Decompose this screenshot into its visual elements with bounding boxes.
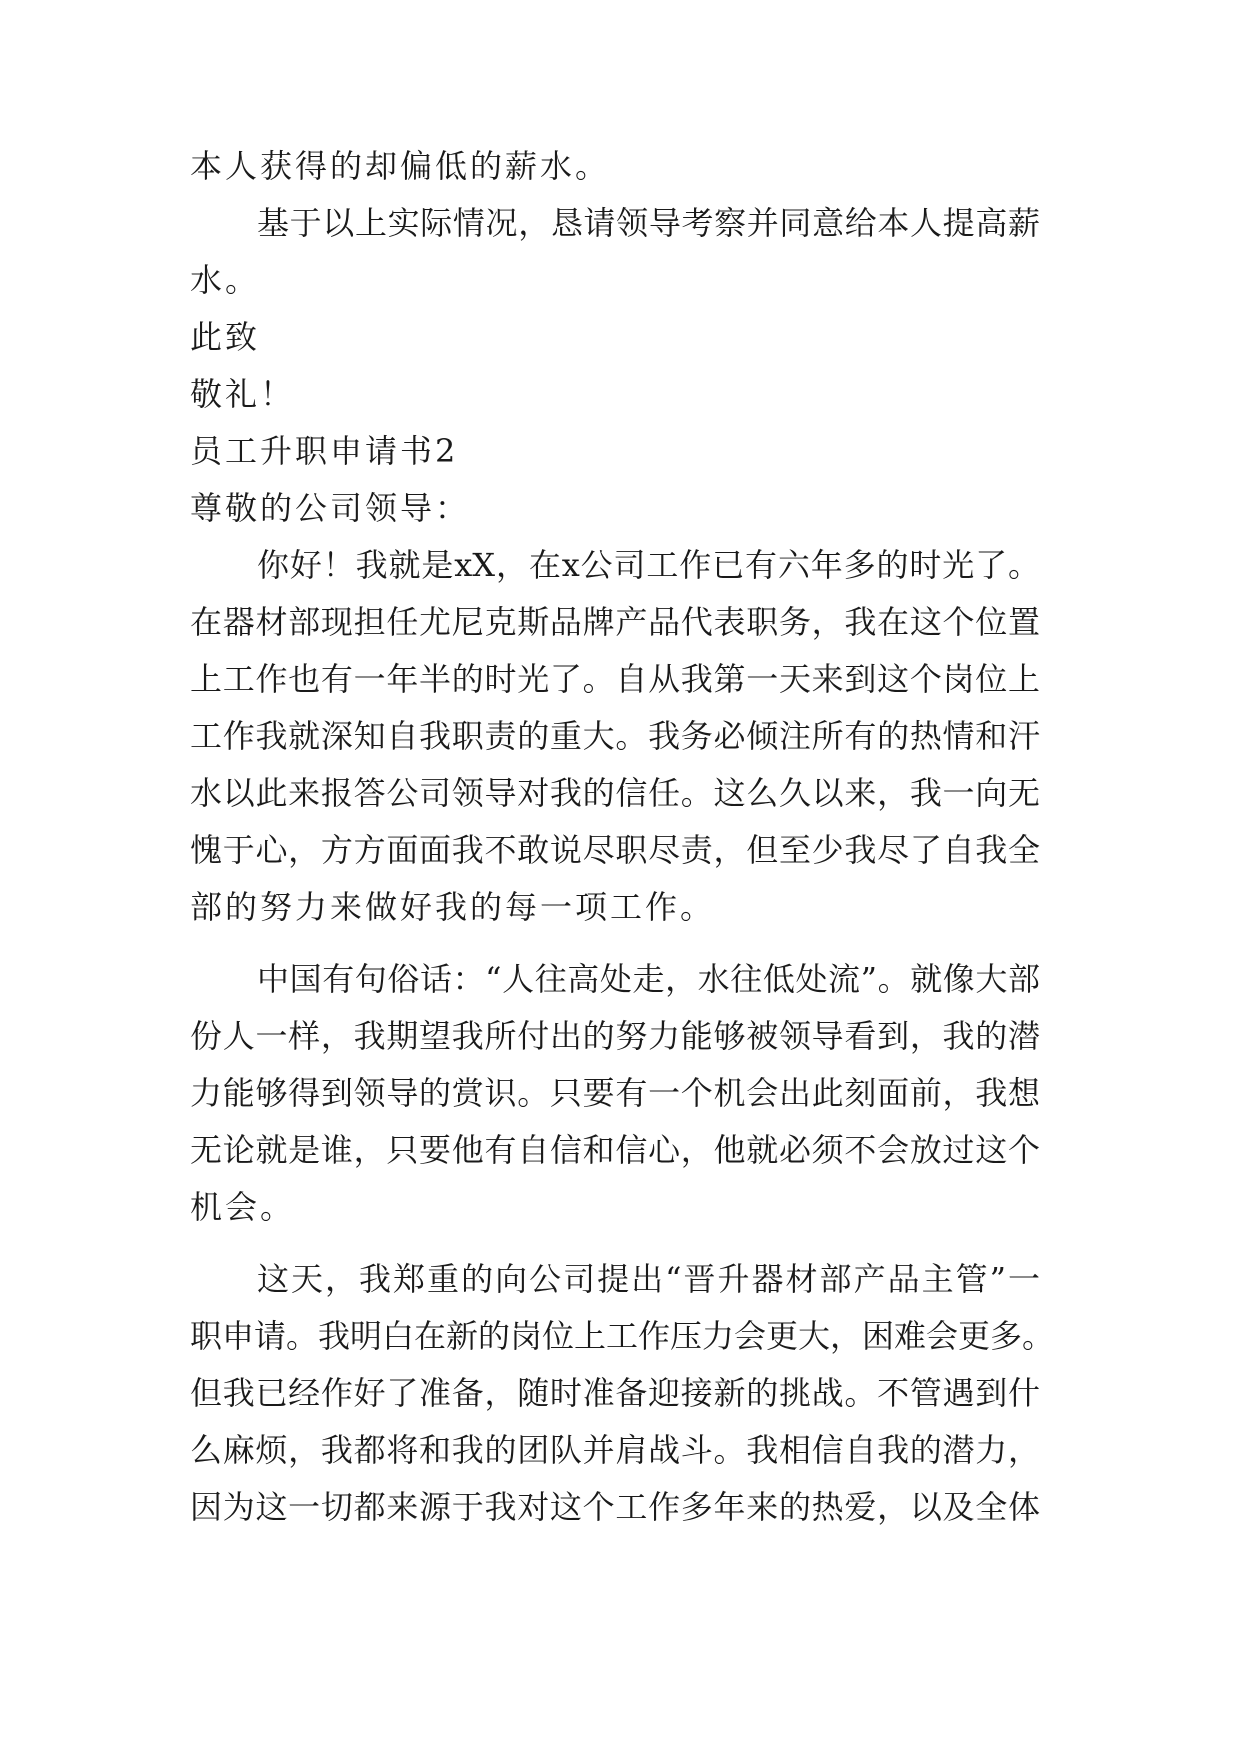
text-line: 中国有句俗话：“人往高处走，水往低处流”。就像大部 — [257, 960, 1040, 998]
text-line: 在器材部现担任尤尼克斯品牌产品代表职务，我在这个位置 — [190, 603, 1040, 641]
text-line: 你好！我就是xX，在x公司工作已有六年多的时光了。 — [257, 546, 1040, 584]
text-line: 愧于心，方方面面我不敢说尽职尽责，但至少我尽了自我全 — [190, 831, 1040, 869]
text-line: 么麻烦，我都将和我的团队并肩战斗。我相信自我的潜力， — [190, 1431, 1040, 1469]
text-line: 此致 — [190, 318, 261, 356]
text-line: 份人一样，我期望我所付出的努力能够被领导看到，我的潜 — [190, 1017, 1040, 1055]
text-line: 但我已经作好了准备，随时准备迎接新的挑战。不管遇到什 — [190, 1374, 1040, 1412]
text-line: 基于以上实际情况，恳请领导考察并同意给本人提高薪 — [257, 204, 1040, 242]
text-line: 机会。 — [190, 1188, 296, 1226]
salutation: 尊敬的公司领导： — [190, 489, 471, 527]
text-line: 敬礼！ — [190, 375, 296, 413]
text-line: 上工作也有一年半的时光了。自从我第一天来到这个岗位上 — [190, 660, 1040, 698]
text-line: 职申请。我明白在新的岗位上工作压力会更大，困难会更多。 — [190, 1317, 1055, 1355]
section-heading: 员工升职申请书2 — [190, 432, 459, 470]
text-line: 无论就是谁，只要他有自信和信心，他就必须不会放过这个 — [190, 1131, 1040, 1169]
text-line: 部的努力来做好我的每一项工作。 — [190, 888, 716, 926]
text-line: 水。 — [190, 261, 261, 299]
text-line: 力能够得到领导的赏识。只要有一个机会出此刻面前，我想 — [190, 1074, 1040, 1112]
text-line: 水以此来报答公司领导对我的信任。这么久以来，我一向无 — [190, 774, 1040, 812]
text-line: 因为这一切都来源于我对这个工作多年来的热爱，以及全体 — [190, 1488, 1040, 1526]
text-line: 工作我就深知自我职责的重大。我务必倾注所有的热情和汗 — [190, 717, 1040, 755]
text-line: 这天，我郑重的向公司提出“晋升器材部产品主管”一 — [257, 1260, 1040, 1298]
text-line: 本人获得的却偏低的薪水。 — [190, 147, 611, 185]
